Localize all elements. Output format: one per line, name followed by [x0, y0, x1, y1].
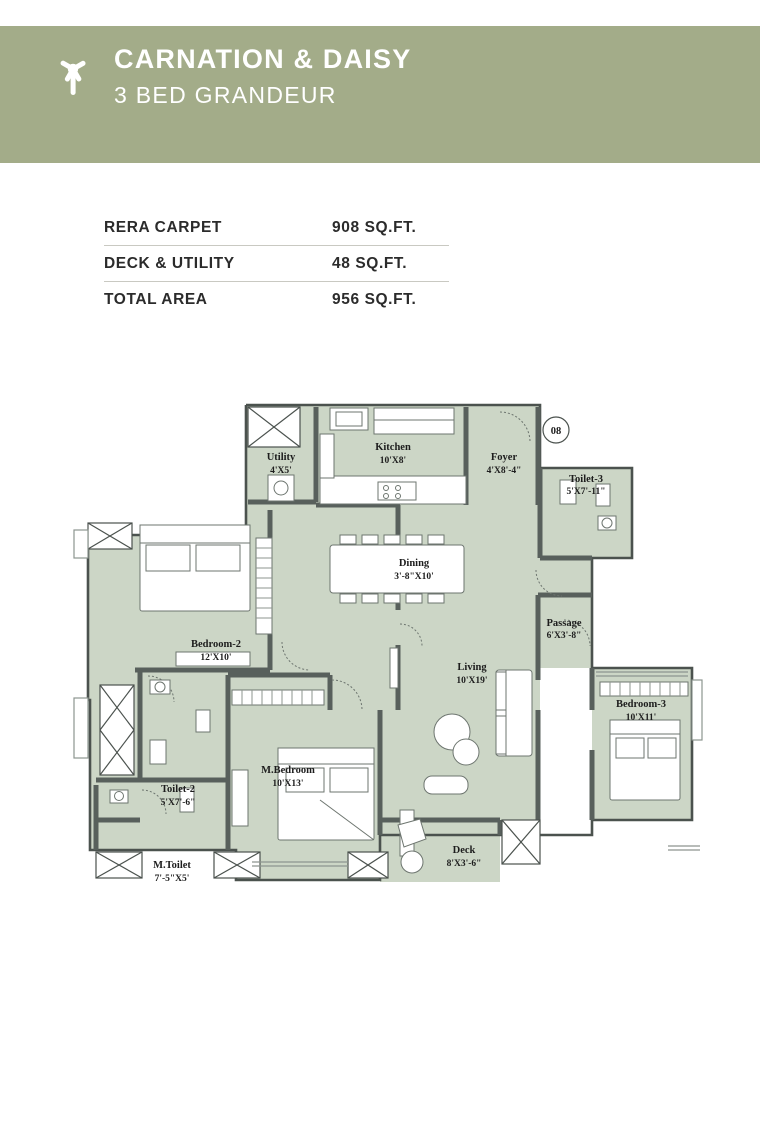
room-label-bedroom-2: Bedroom-2	[191, 639, 241, 650]
room-dim-passage: 6'X3'-8"	[546, 631, 582, 641]
area-label: DECK & UTILITY	[104, 255, 235, 272]
room-dim-bedroom-3: 10'X11'	[625, 713, 657, 723]
room-label-bedroom-3: Bedroom-3	[616, 699, 666, 710]
table-row	[104, 246, 449, 282]
room-dim-living: 10'X19'	[456, 676, 488, 686]
room-label-toilet-2: Toilet-2	[160, 784, 196, 795]
room-label-toilet-3: Toilet-3	[568, 474, 604, 485]
unit-marker-label: 08	[550, 426, 562, 437]
room-dim-bedroom-2: 12'X10'	[200, 653, 232, 663]
header-content	[50, 46, 411, 107]
area-value: 956 SQ.FT.	[332, 291, 417, 308]
header-titles	[114, 46, 411, 107]
room-dim-toilet-2: 5'X7'-6"	[160, 798, 196, 808]
asterisk-icon	[50, 47, 96, 107]
room-dim-deck: 8'X3'-6"	[446, 859, 482, 869]
table-row	[104, 210, 449, 246]
table-row	[104, 282, 449, 317]
room-label-kitchen: Kitchen	[375, 442, 411, 453]
room-dim-toilet-3: 5'X7'-11"	[566, 487, 606, 497]
room-dim-master-bedroom: 10'X13'	[272, 779, 304, 789]
area-value: 48 SQ.FT.	[332, 255, 408, 272]
room-dim-kitchen: 10'X8'	[379, 456, 407, 466]
page-subtitle: 3 BED GRANDEUR	[114, 82, 337, 108]
area-value: 908 SQ.FT.	[332, 219, 417, 236]
floor-plan	[0, 380, 760, 980]
room-dim-dining: 3'-8"X10'	[394, 572, 434, 582]
room-label-master-bedroom: M.Bedroom	[261, 765, 315, 776]
room-label-passage: Passage	[546, 618, 582, 629]
page-title: CARNATION & DAISY	[114, 44, 412, 74]
room-label-dining: Dining	[398, 558, 430, 569]
room-label-utility: Utility	[266, 452, 296, 463]
room-label-foyer: Foyer	[490, 452, 518, 463]
room-label-deck: Deck	[452, 845, 476, 856]
room-dim-utility: 4'X5'	[270, 466, 292, 476]
room-label-master-toilet: M.Toilet	[153, 860, 191, 871]
area-table	[104, 210, 449, 317]
room-dim-master-toilet: 7'-5"X5'	[154, 874, 190, 884]
unit-marker-08	[543, 417, 569, 443]
room-label-living: Living	[457, 662, 487, 673]
area-label: TOTAL AREA	[104, 291, 208, 308]
room-dim-foyer: 4'X8'-4"	[486, 466, 522, 476]
area-label: RERA CARPET	[104, 219, 222, 236]
